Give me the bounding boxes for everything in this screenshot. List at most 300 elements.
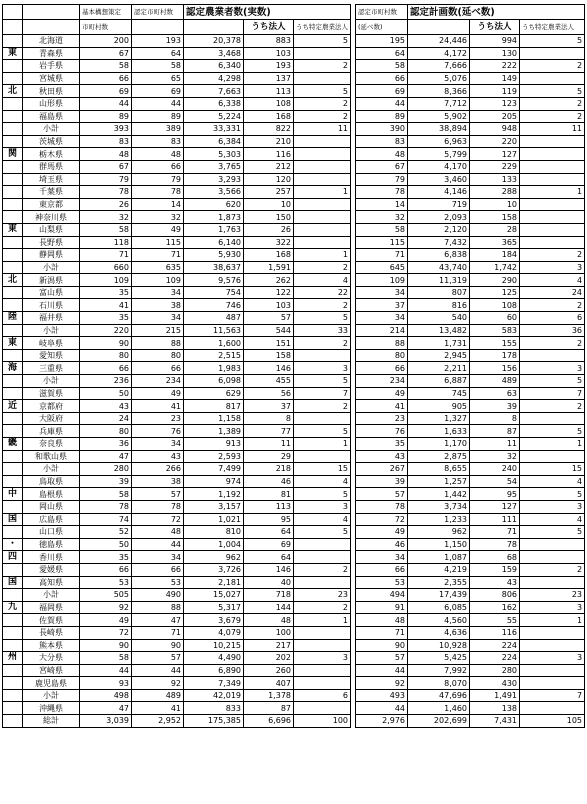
region-label xyxy=(3,110,23,123)
region-label xyxy=(3,160,23,173)
value-cell: 1,491 xyxy=(470,689,520,702)
value-cell: 49 xyxy=(356,526,408,539)
header-plan-municipalities: 基本構想策定 xyxy=(80,5,132,20)
value-cell: 5 xyxy=(294,85,351,98)
value-cell: 79 xyxy=(80,173,132,186)
value-cell: 103 xyxy=(244,47,294,60)
value-cell: 3 xyxy=(294,652,351,665)
value-cell: 52 xyxy=(80,526,132,539)
table-row xyxy=(3,702,585,715)
value-cell: 280 xyxy=(470,664,520,677)
prefecture-name: 小計 xyxy=(23,463,80,476)
value-cell: 4 xyxy=(294,274,351,287)
region-label: 東 xyxy=(3,223,23,236)
value-cell: 6,338 xyxy=(184,97,244,110)
table-row xyxy=(3,589,585,602)
value-cell: 39 xyxy=(470,400,520,413)
value-cell: 1,742 xyxy=(470,261,520,274)
value-cell: 32 xyxy=(80,211,132,224)
value-cell: 146 xyxy=(244,563,294,576)
value-cell: 816 xyxy=(408,299,470,312)
value-cell: 38,637 xyxy=(184,261,244,274)
value-cell: 11 xyxy=(294,123,351,136)
value-cell: 108 xyxy=(470,299,520,312)
value-cell: 34 xyxy=(132,551,184,564)
prefecture-name: 長崎県 xyxy=(23,626,80,639)
value-cell: 47,696 xyxy=(408,689,470,702)
value-cell: 1,460 xyxy=(408,702,470,715)
value-cell xyxy=(520,664,585,677)
table-row xyxy=(3,500,585,513)
value-cell: 66 xyxy=(132,160,184,173)
value-cell: 806 xyxy=(470,589,520,602)
value-cell: 113 xyxy=(244,85,294,98)
table-row xyxy=(3,337,585,350)
prefecture-name: 鹿児島県 xyxy=(23,677,80,690)
value-cell xyxy=(520,626,585,639)
value-cell: 48 xyxy=(244,614,294,627)
value-cell xyxy=(520,236,585,249)
value-cell: 7,712 xyxy=(408,97,470,110)
value-cell: 10,215 xyxy=(184,639,244,652)
value-cell: 267 xyxy=(356,463,408,476)
value-cell: 1,021 xyxy=(184,513,244,526)
value-cell: 11 xyxy=(244,438,294,451)
region-label xyxy=(3,425,23,438)
value-cell xyxy=(520,639,585,652)
value-cell xyxy=(294,450,351,463)
value-cell: 26 xyxy=(80,198,132,211)
value-cell: 57 xyxy=(244,312,294,325)
region-label xyxy=(3,589,23,602)
table-row xyxy=(3,538,585,551)
value-cell: 240 xyxy=(470,463,520,476)
value-cell: 58 xyxy=(80,60,132,73)
value-cell xyxy=(294,135,351,148)
value-cell: 55 xyxy=(470,614,520,627)
value-cell: 4,490 xyxy=(184,652,244,665)
value-cell: 11 xyxy=(470,438,520,451)
value-cell: 2 xyxy=(520,97,585,110)
value-cell: 49 xyxy=(80,614,132,627)
value-cell: 32 xyxy=(356,211,408,224)
table-row xyxy=(3,186,585,199)
value-cell: 407 xyxy=(244,677,294,690)
value-cell: 47 xyxy=(80,702,132,715)
value-cell: 3,679 xyxy=(184,614,244,627)
value-cell: 3 xyxy=(520,601,585,614)
region-label xyxy=(3,324,23,337)
value-cell: 288 xyxy=(470,186,520,199)
value-cell: 583 xyxy=(470,324,520,337)
value-cell: 76 xyxy=(132,425,184,438)
value-cell: 89 xyxy=(80,110,132,123)
value-cell xyxy=(294,412,351,425)
value-cell: 220 xyxy=(80,324,132,337)
value-cell: 158 xyxy=(244,349,294,362)
value-cell xyxy=(294,551,351,564)
region-label: 国 xyxy=(3,576,23,589)
value-cell: 43,740 xyxy=(408,261,470,274)
value-cell: 635 xyxy=(132,261,184,274)
value-cell: 17,439 xyxy=(408,589,470,602)
value-cell: 1,233 xyxy=(408,513,470,526)
value-cell: 66 xyxy=(80,72,132,85)
region-label xyxy=(3,286,23,299)
value-cell: 11 xyxy=(520,123,585,136)
value-cell: 1 xyxy=(294,614,351,627)
value-cell: 34 xyxy=(356,286,408,299)
value-cell: 89 xyxy=(132,110,184,123)
value-cell: 23 xyxy=(520,589,585,602)
prefecture-name: 東京都 xyxy=(23,198,80,211)
value-cell: 3 xyxy=(520,362,585,375)
value-cell: 1 xyxy=(294,438,351,451)
prefecture-name: 宮崎県 xyxy=(23,664,80,677)
table-row xyxy=(3,652,585,665)
value-cell: 6 xyxy=(294,689,351,702)
value-cell: 2 xyxy=(294,563,351,576)
table-row xyxy=(3,312,585,325)
value-cell: 58 xyxy=(80,488,132,501)
prefecture-name: 佐賀県 xyxy=(23,614,80,627)
value-cell: 489 xyxy=(132,689,184,702)
value-cell: 66 xyxy=(80,563,132,576)
value-cell: 46 xyxy=(244,475,294,488)
value-cell: 48 xyxy=(132,526,184,539)
value-cell: 1,087 xyxy=(408,551,470,564)
value-cell: 493 xyxy=(356,689,408,702)
value-cell: 71 xyxy=(132,626,184,639)
value-cell: 905 xyxy=(408,400,470,413)
value-cell: 116 xyxy=(470,626,520,639)
value-cell: 109 xyxy=(80,274,132,287)
value-cell: 1,158 xyxy=(184,412,244,425)
region-label xyxy=(3,500,23,513)
region-label xyxy=(3,236,23,249)
value-cell: 159 xyxy=(470,563,520,576)
region-label: 中 xyxy=(3,488,23,501)
value-cell: 47 xyxy=(132,614,184,627)
table-row xyxy=(3,551,585,564)
value-cell: 193 xyxy=(132,35,184,48)
prefecture-name: 和歌山県 xyxy=(23,450,80,463)
value-cell: 78 xyxy=(356,500,408,513)
table-row xyxy=(3,450,585,463)
value-cell: 2,945 xyxy=(408,349,470,362)
value-cell: 8,366 xyxy=(408,85,470,98)
region-label xyxy=(3,475,23,488)
value-cell: 5 xyxy=(520,85,585,98)
value-cell: 220 xyxy=(470,135,520,148)
value-cell: 494 xyxy=(356,589,408,602)
table-row xyxy=(3,173,585,186)
value-cell xyxy=(520,173,585,186)
value-cell: 76 xyxy=(356,425,408,438)
value-cell xyxy=(294,702,351,715)
value-cell: 156 xyxy=(470,362,520,375)
value-cell: 34 xyxy=(356,312,408,325)
value-cell xyxy=(294,72,351,85)
table-row xyxy=(3,677,585,690)
value-cell: 33 xyxy=(294,324,351,337)
prefecture-name: 新潟県 xyxy=(23,274,80,287)
value-cell: 23 xyxy=(132,412,184,425)
value-cell xyxy=(520,72,585,85)
value-cell: 2 xyxy=(520,110,585,123)
value-cell: 58 xyxy=(80,223,132,236)
header-certified-municipalities: 認定市町村数 xyxy=(132,5,184,20)
value-cell: 4 xyxy=(520,274,585,287)
value-cell: 89 xyxy=(356,110,408,123)
region-label xyxy=(3,387,23,400)
certified-farmers-table xyxy=(2,4,585,728)
value-cell: 5,930 xyxy=(184,249,244,262)
value-cell: 74 xyxy=(80,513,132,526)
value-cell: 95 xyxy=(470,488,520,501)
value-cell: 28 xyxy=(470,223,520,236)
value-cell: 78 xyxy=(80,186,132,199)
region-label xyxy=(3,715,23,728)
value-cell: 215 xyxy=(132,324,184,337)
value-cell: 24 xyxy=(520,286,585,299)
value-cell: 200 xyxy=(80,35,132,48)
value-cell xyxy=(294,639,351,652)
table-row xyxy=(3,211,585,224)
value-cell xyxy=(294,173,351,186)
region-label xyxy=(3,702,23,715)
region-label: 近 xyxy=(3,400,23,413)
value-cell: 5,076 xyxy=(408,72,470,85)
value-cell: 1 xyxy=(294,249,351,262)
value-cell: 2,355 xyxy=(408,576,470,589)
value-cell xyxy=(520,135,585,148)
value-cell: 7,666 xyxy=(408,60,470,73)
value-cell: 7,663 xyxy=(184,85,244,98)
value-cell: 2 xyxy=(520,337,585,350)
prefecture-name: 福島県 xyxy=(23,110,80,123)
value-cell: 2,515 xyxy=(184,349,244,362)
prefecture-name: 栃木県 xyxy=(23,148,80,161)
value-cell: 2 xyxy=(520,563,585,576)
value-cell: 49 xyxy=(132,223,184,236)
value-cell: 290 xyxy=(470,274,520,287)
value-cell: 69 xyxy=(244,538,294,551)
value-cell: 71 xyxy=(80,249,132,262)
value-cell: 390 xyxy=(356,123,408,136)
value-cell: 40 xyxy=(244,576,294,589)
region-label: 海 xyxy=(3,362,23,375)
value-cell: 78 xyxy=(132,500,184,513)
header-municipality-count: 市町村数 xyxy=(80,20,132,35)
value-cell: 224 xyxy=(470,652,520,665)
value-cell: 66 xyxy=(356,72,408,85)
prefecture-name: 小計 xyxy=(23,375,80,388)
prefecture-name: 沖縄県 xyxy=(23,702,80,715)
value-cell: 81 xyxy=(244,488,294,501)
prefecture-name: 小計 xyxy=(23,261,80,274)
value-cell: 455 xyxy=(244,375,294,388)
value-cell: 3,157 xyxy=(184,500,244,513)
value-cell: 90 xyxy=(132,639,184,652)
table-row xyxy=(3,689,585,702)
table-row xyxy=(3,400,585,413)
region-label xyxy=(3,173,23,186)
value-cell: 8 xyxy=(470,412,520,425)
value-cell xyxy=(294,677,351,690)
value-cell: 490 xyxy=(132,589,184,602)
header-row-1 xyxy=(3,5,585,20)
value-cell xyxy=(294,349,351,362)
value-cell: 214 xyxy=(356,324,408,337)
prefecture-name: 熊本県 xyxy=(23,639,80,652)
prefecture-name: 香川県 xyxy=(23,551,80,564)
prefecture-name: 神奈川県 xyxy=(23,211,80,224)
value-cell: 262 xyxy=(244,274,294,287)
value-cell: 1,150 xyxy=(408,538,470,551)
value-cell: 1 xyxy=(520,186,585,199)
value-cell: 48 xyxy=(356,148,408,161)
value-cell: 389 xyxy=(132,123,184,136)
value-cell: 8,070 xyxy=(408,677,470,690)
table-row xyxy=(3,563,585,576)
region-label xyxy=(3,198,23,211)
value-cell: 234 xyxy=(132,375,184,388)
value-cell: 974 xyxy=(184,475,244,488)
value-cell: 5 xyxy=(294,35,351,48)
table-row xyxy=(3,601,585,614)
table-row xyxy=(3,47,585,60)
value-cell: 2 xyxy=(294,261,351,274)
value-cell: 3,765 xyxy=(184,160,244,173)
table-row xyxy=(3,261,585,274)
value-cell: 83 xyxy=(80,135,132,148)
value-cell: 3,734 xyxy=(408,500,470,513)
region-label: 国 xyxy=(3,513,23,526)
value-cell: 80 xyxy=(356,349,408,362)
table-row xyxy=(3,412,585,425)
header-certified-farmers: 認定農業者数(実数) xyxy=(184,5,351,20)
value-cell: 33,331 xyxy=(184,123,244,136)
region-label xyxy=(3,639,23,652)
value-cell: 994 xyxy=(470,35,520,48)
value-cell: 44 xyxy=(356,97,408,110)
value-cell: 2 xyxy=(520,400,585,413)
table-row xyxy=(3,274,585,287)
value-cell: 34 xyxy=(132,312,184,325)
table-row xyxy=(3,97,585,110)
value-cell: 138 xyxy=(470,702,520,715)
value-cell: 113 xyxy=(244,500,294,513)
table-row xyxy=(3,223,585,236)
value-cell: 34 xyxy=(356,551,408,564)
value-cell: 280 xyxy=(80,463,132,476)
region-label xyxy=(3,35,23,48)
value-cell: 88 xyxy=(132,601,184,614)
value-cell: 430 xyxy=(470,677,520,690)
table-row xyxy=(3,349,585,362)
region-label xyxy=(3,626,23,639)
prefecture-name: 茨城県 xyxy=(23,135,80,148)
value-cell: 64 xyxy=(356,47,408,60)
table-row xyxy=(3,35,585,48)
value-cell: 4,298 xyxy=(184,72,244,85)
value-cell: 4,219 xyxy=(408,563,470,576)
value-cell: 948 xyxy=(470,123,520,136)
region-label: 北 xyxy=(3,85,23,98)
value-cell: 14 xyxy=(356,198,408,211)
value-cell xyxy=(520,450,585,463)
value-cell: 1,004 xyxy=(184,538,244,551)
value-cell: 260 xyxy=(244,664,294,677)
value-cell: 50 xyxy=(80,538,132,551)
table-row xyxy=(3,123,585,136)
value-cell: 718 xyxy=(244,589,294,602)
value-cell: 1,257 xyxy=(408,475,470,488)
value-cell: 9,576 xyxy=(184,274,244,287)
value-cell: 2,875 xyxy=(408,450,470,463)
value-cell: 44 xyxy=(356,664,408,677)
value-cell: 540 xyxy=(408,312,470,325)
value-cell: 1 xyxy=(520,614,585,627)
value-cell: 168 xyxy=(244,110,294,123)
value-cell: 158 xyxy=(470,211,520,224)
value-cell: 48 xyxy=(80,148,132,161)
value-cell: 962 xyxy=(408,526,470,539)
value-cell: 58 xyxy=(356,223,408,236)
value-cell: 79 xyxy=(356,173,408,186)
value-cell: 150 xyxy=(244,211,294,224)
value-cell: 78 xyxy=(132,186,184,199)
prefecture-name: 富山県 xyxy=(23,286,80,299)
value-cell: 2 xyxy=(294,97,351,110)
value-cell: 23 xyxy=(356,412,408,425)
value-cell: 5 xyxy=(520,35,585,48)
value-cell: 66 xyxy=(356,563,408,576)
table-row xyxy=(3,324,585,337)
region-label: 畿 xyxy=(3,438,23,451)
value-cell: 3,726 xyxy=(184,563,244,576)
table-row xyxy=(3,614,585,627)
prefecture-name: 高知県 xyxy=(23,576,80,589)
value-cell: 77 xyxy=(244,425,294,438)
region-label: 関 xyxy=(3,148,23,161)
value-cell: 67 xyxy=(80,160,132,173)
value-cell: 109 xyxy=(132,274,184,287)
value-cell: 115 xyxy=(132,236,184,249)
value-cell: 34 xyxy=(132,286,184,299)
value-cell: 93 xyxy=(80,677,132,690)
value-cell: 1,389 xyxy=(184,425,244,438)
value-cell: 36 xyxy=(520,324,585,337)
value-cell: 4,170 xyxy=(408,160,470,173)
value-cell: 103 xyxy=(244,299,294,312)
prefecture-name: 広島県 xyxy=(23,513,80,526)
value-cell: 3 xyxy=(520,652,585,665)
value-cell xyxy=(294,148,351,161)
prefecture-name: 岡山県 xyxy=(23,500,80,513)
table-row xyxy=(3,198,585,211)
table-row xyxy=(3,664,585,677)
value-cell: 7,992 xyxy=(408,664,470,677)
header-corporations-2: うち法人 xyxy=(470,20,520,35)
value-cell: 2,093 xyxy=(408,211,470,224)
region-label: 州 xyxy=(3,652,23,665)
value-cell: 833 xyxy=(184,702,244,715)
value-cell: 4 xyxy=(294,513,351,526)
value-cell: 14 xyxy=(132,198,184,211)
value-cell: 2 xyxy=(294,337,351,350)
